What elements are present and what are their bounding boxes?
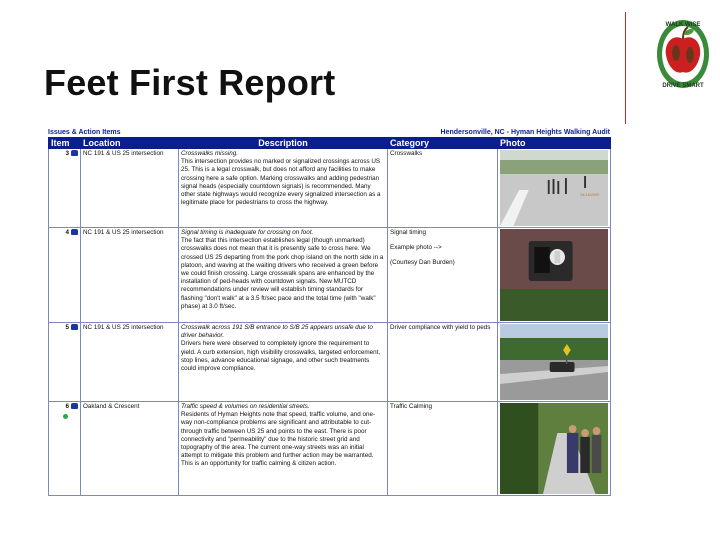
category-credit: (Courtesy Dan Burden) [390,259,455,267]
description-body: Drivers here were observed to completely ignore the requirement to yield. A curb extension, high visibility crosswalks, targeted enforcement, stop lines, advance educational signage, and other such treatments could improve compliance. [181,340,381,373]
document-header-right: Hendersonville, NC - Hyman Heights Walking Audit [440,129,610,136]
slide-title: Feet First Report [44,62,336,103]
location-cell: NC 191 & US 25 intersection [81,149,179,228]
item-number: 5 [65,324,69,331]
description-body: This intersection provides no marked or signalized crossings across US 25. This is a legal crosswalk, but does not afford any facilities to make crossing here a safe option. Marking crosswalks and adding pedestrian signal heads (especially countdown signals) is recommended. Many other state highways would recognize every signalized intersection as a legitimate place for pedestrians to cross the highway. [181,158,381,207]
description-lead: Crosswalk across 191 S/B entrance to S/B 25 appears unsafe due to driver behavior. [181,324,373,340]
phone-icon [71,150,78,156]
item-number: 3 [65,150,69,157]
location-cell: Oakland & Crescent [81,402,179,496]
table-header-row [49,138,611,149]
column-header-location: Location [81,138,179,149]
column-header-category: Category [388,138,498,149]
category-cell [388,149,498,228]
table-row [49,323,611,402]
description-cell [179,228,388,323]
phone-icon [71,229,78,235]
photo-cell [498,149,611,228]
photo-cell [498,228,611,323]
table-row [49,228,611,323]
column-header-description: Description [179,138,388,149]
description-body: The fact that this intersection establishes legal (though unmarked) crosswalks does not mean that it is presently safe to cross here. We crossed US 25 departing from the pork chop island on the north side in a platoon, and waving at the waiting drivers who received a green before we could finish crossing. Large crosswalk spans are enhanced by the installation of ped-heads with countdown signals. New MUTCD recommendations under review will establish timing standards for flashing "don't walk" at a 3.5 ft/sec pace and the total time (with "walk" phase) at 3.0 ft/sec. [181,237,384,310]
table-row [49,402,611,496]
location-cell: NC 191 & US 25 intersection [81,228,179,323]
walk-wise-logo [655,17,712,91]
phone-icon [71,324,78,330]
photo-date-stamp: 04/16/2009 [580,191,600,198]
apple-logo-icon [655,17,712,91]
title-divider [625,12,626,124]
description-cell [179,323,388,402]
photo-cell [498,323,611,402]
description-lead: Signal timing is inadequate for crossing on foot. [181,229,314,236]
category-label: Signal timing [390,229,427,236]
description-cell [179,149,388,228]
category-cell [388,402,498,496]
document-header [48,129,610,137]
item-cell [49,149,81,228]
category-label: Crosswalks [390,150,423,157]
walkers-street-photo-icon [500,403,608,494]
item-cell [49,323,81,402]
category-label: Traffic Calming [390,403,432,410]
issues-document [48,129,610,509]
location-cell: NC 191 & US 25 intersection [81,323,179,402]
category-note: Example photo --> [390,244,442,252]
category-label: Driver compliance with yield to peds [390,324,491,331]
column-header-photo: Photo [498,138,611,149]
item-number: 4 [65,229,69,236]
table-row [49,149,611,228]
phone-icon [71,403,78,409]
description-lead: Crosswalks missing. [181,150,239,157]
issues-table [48,137,611,496]
category-cell [388,323,498,402]
column-header-item: Item [49,138,81,149]
photo-cell [498,402,611,496]
category-cell [388,228,498,323]
item-cell [49,228,81,323]
document-header-left: Issues & Action Items [48,129,121,136]
green-dot-icon [63,414,68,419]
intersection-photo-icon [500,150,608,226]
road-car-photo-icon [500,324,608,400]
item-number: 6 [65,403,69,410]
description-lead: Traffic speed & volumes on residential streets. [181,403,310,410]
svg-text:WALK WISE: WALK WISE [665,22,701,28]
pedestrian-signal-photo-icon [500,229,608,321]
item-cell [49,402,81,496]
description-body: Residents of Hyman Heights note that speed, traffic volume, and one-way non-compliance problems are significant and attributable to cut-through traffic between US 25 and points to the east. There is poor connectivity and "permeability" due to the historic street grid and topography of the area. The current one-way streets was an initial attempt to mitigate this problem and further action may be warranted. This is an opportunity for traffic calming & citizen action. [181,411,376,468]
description-cell [179,402,388,496]
svg-text:DRIVE SMART: DRIVE SMART [662,83,704,89]
